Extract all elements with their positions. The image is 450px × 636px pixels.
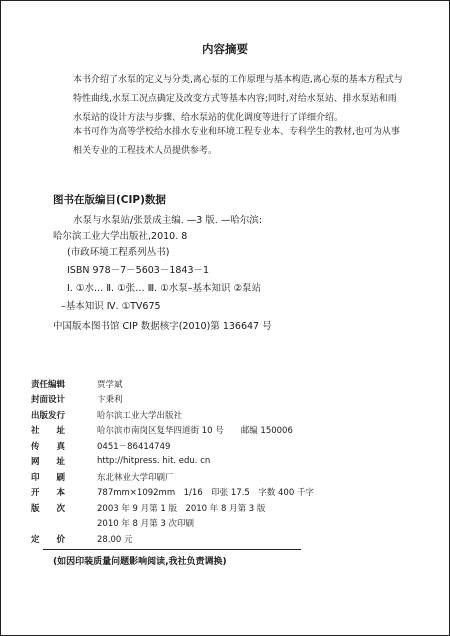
cip-line: 哈尔滨工业大学出版社,2010. 8 bbox=[53, 231, 188, 242]
publication-value: 787mm×1092mm 1/16 印张 17.5 字数 400 千字 bbox=[97, 488, 314, 499]
publication-label: 责任编辑 bbox=[31, 379, 66, 390]
publication-row bbox=[31, 485, 314, 501]
publication-label: 印 刷 bbox=[31, 472, 66, 483]
publication-value: 28.00 元 bbox=[97, 534, 133, 545]
publication-row bbox=[31, 438, 314, 454]
publication-info-table bbox=[31, 376, 314, 547]
publication-value: 卞秉利 bbox=[97, 395, 123, 406]
publication-label: 定 价 bbox=[31, 534, 66, 545]
cip-title: 图书在版编目(CIP)数据 bbox=[53, 194, 166, 206]
publication-label bbox=[31, 516, 91, 532]
publication-row bbox=[31, 407, 314, 423]
abstract-title: 内容摘要 bbox=[202, 42, 248, 56]
publication-label: 传 真 bbox=[31, 441, 66, 452]
publication-label: 版 次 bbox=[31, 503, 66, 514]
publication-value: 哈尔滨市南岗区复华四道街 10 号 邮编 150006 bbox=[97, 426, 293, 437]
cip-line: 水泵与水泵站/张景成主编. —3 版. —哈尔滨: bbox=[73, 215, 263, 226]
abstract-paragraph-2: 本书可作为高等学校给水排水专业和环境工程专业本、专科学生的教材,也可为从事相关专业的工程技术人员提供参考。 bbox=[73, 127, 400, 156]
cip-line: 中国版本图书馆 CIP 数据核字(2010)第 136647 号 bbox=[53, 321, 272, 332]
cip-line: Ⅰ. ①水… Ⅱ. ①张… Ⅲ. ①水泵–基本知识 ②泵站 bbox=[67, 283, 262, 294]
publication-value: 贾学斌 bbox=[97, 379, 123, 390]
publication-value: 2003 年 9 月第 1 版 2010 年 8 月第 3 版 bbox=[97, 503, 266, 514]
publication-row bbox=[31, 423, 314, 439]
abstract-paragraph-1: 本书介绍了水泵的定义与分类,离心泵的工作原理与基本构造,离心泵的基本方程式与特性曲线,水泵工况点确定及改变方式等基本内容;同时,对给水泵站、排水泵站和雨水泵站的设计方法与步骤、给水泵站的优化调度等进行了详细介绍。 bbox=[73, 75, 403, 123]
cip-line: (市政环境工程系列丛书) bbox=[67, 247, 170, 258]
publication-value: 2010 年 8 月第 3 次印刷 bbox=[97, 519, 194, 530]
publication-row bbox=[31, 376, 314, 392]
divider bbox=[43, 549, 301, 550]
publication-row bbox=[31, 500, 314, 516]
publication-row bbox=[31, 531, 314, 547]
publication-value: 哈尔滨工业大学出版社 bbox=[97, 410, 183, 421]
publication-row bbox=[31, 516, 314, 532]
publication-row bbox=[31, 392, 314, 408]
publication-label: 社 址 bbox=[31, 426, 66, 437]
cip-line: –基本知识 Ⅳ. ①TV675 bbox=[61, 301, 161, 312]
publication-value: http://hitpress. hit. edu. cn bbox=[97, 456, 211, 467]
cip-line: ISBN 978－7－5603－1843－1 bbox=[67, 265, 210, 276]
publication-value: 0451－86414749 bbox=[97, 441, 171, 452]
publication-label: 网 址 bbox=[31, 457, 66, 468]
publication-label: 开 本 bbox=[31, 488, 66, 499]
publication-label: 出版发行 bbox=[31, 410, 66, 421]
publication-value: 东北林业大学印刷厂 bbox=[97, 472, 174, 483]
quality-notice: (如因印装质量问题影响阅读,我社负责调换) bbox=[53, 557, 227, 567]
publication-label: 封面设计 bbox=[31, 395, 66, 406]
publication-row bbox=[31, 454, 314, 470]
publication-row bbox=[31, 469, 314, 485]
